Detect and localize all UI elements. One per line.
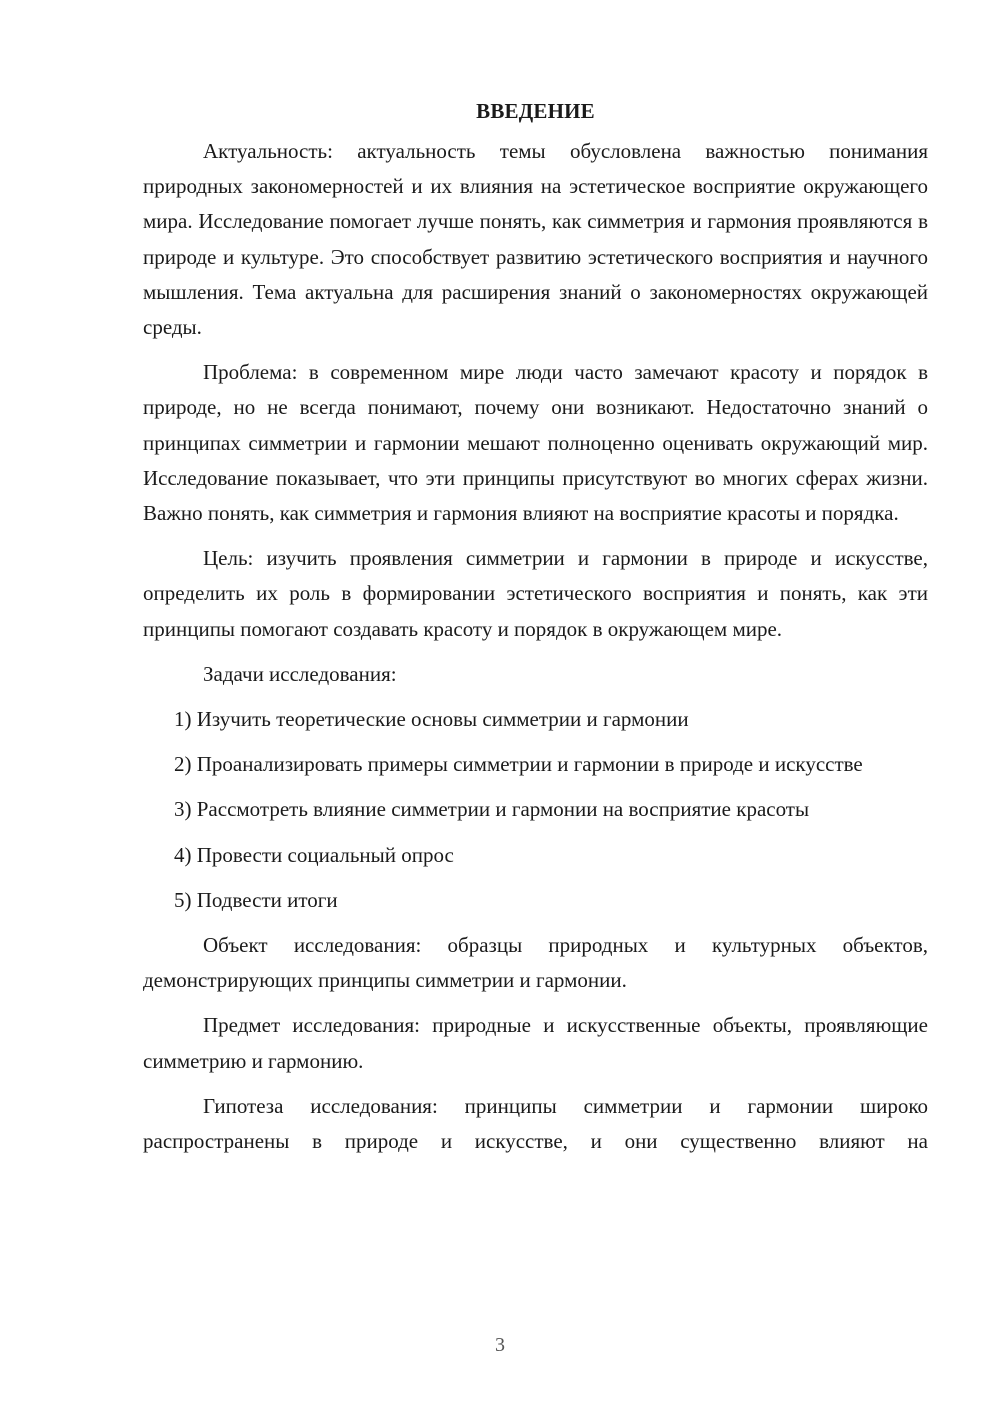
section-heading: ВВЕДЕНИЕ: [476, 99, 595, 123]
page-number: 3: [495, 1334, 505, 1356]
paragraph-goal: Цель: изучить проявления симметрии и гармонии в природе и искусстве, определить их роль в формировании эстетического восприятия и понять, как эти принципы помогают создавать красоту и порядок в окружающем мире.: [143, 546, 928, 641]
paragraph-tasks-heading: Задачи исследования:: [203, 661, 397, 686]
task-item-4: 4) Провести социальный опрос: [174, 842, 454, 867]
paragraph-relevance: Актуальность: актуальность темы обусловлена важностью понимания природных закономерностей и их влияния на эстетическое восприятие окружающего мира. Исследование помогает лучше понять, как симметрия и гармония проявляются в природе и культуре. Это способствует развитию эстетического восприятия и научного мышления. Тема актуальна для расширения знаний о закономерностях окружающей среды.: [143, 139, 928, 340]
task-item-5: 5) Подвести итоги: [174, 887, 338, 912]
task-item-1: 1) Изучить теоретические основы симметрии и гармонии: [174, 707, 689, 732]
task-item-3: 3) Рассмотреть влияние симметрии и гармонии на восприятие красоты: [174, 797, 810, 822]
paragraph-object: Объект исследования: образцы природных и культурных объектов, демонстрирующих принципы симметрии и гармонии.: [143, 933, 928, 993]
task-item-2: 2) Проанализировать примеры симметрии и гармонии в природе и искусстве: [174, 752, 863, 777]
paragraph-subject: Предмет исследования: природные и искусственные объекты, проявляющие симметрию и гармонию.: [143, 1013, 928, 1073]
paragraph-problem: Проблема: в современном мире люди часто замечают красоту и порядок в природе, но не всегда понимают, почему они возникают. Недостаточно знаний о принципах симметрии и гармонии мешают полноценно оценивать окружающий мир. Исследование показывает, что эти принципы присутствуют во многих сферах жизни. Важно понять, как симметрия и гармония влияют на восприятие красоты и порядка.: [143, 360, 928, 526]
document-page: [143, 96, 928, 1159]
paragraph-hypothesis: Гипотеза исследования: принципы симметрии и гармонии широко распространены в природе и искусстве, и они существенно влияют на: [143, 1093, 928, 1154]
